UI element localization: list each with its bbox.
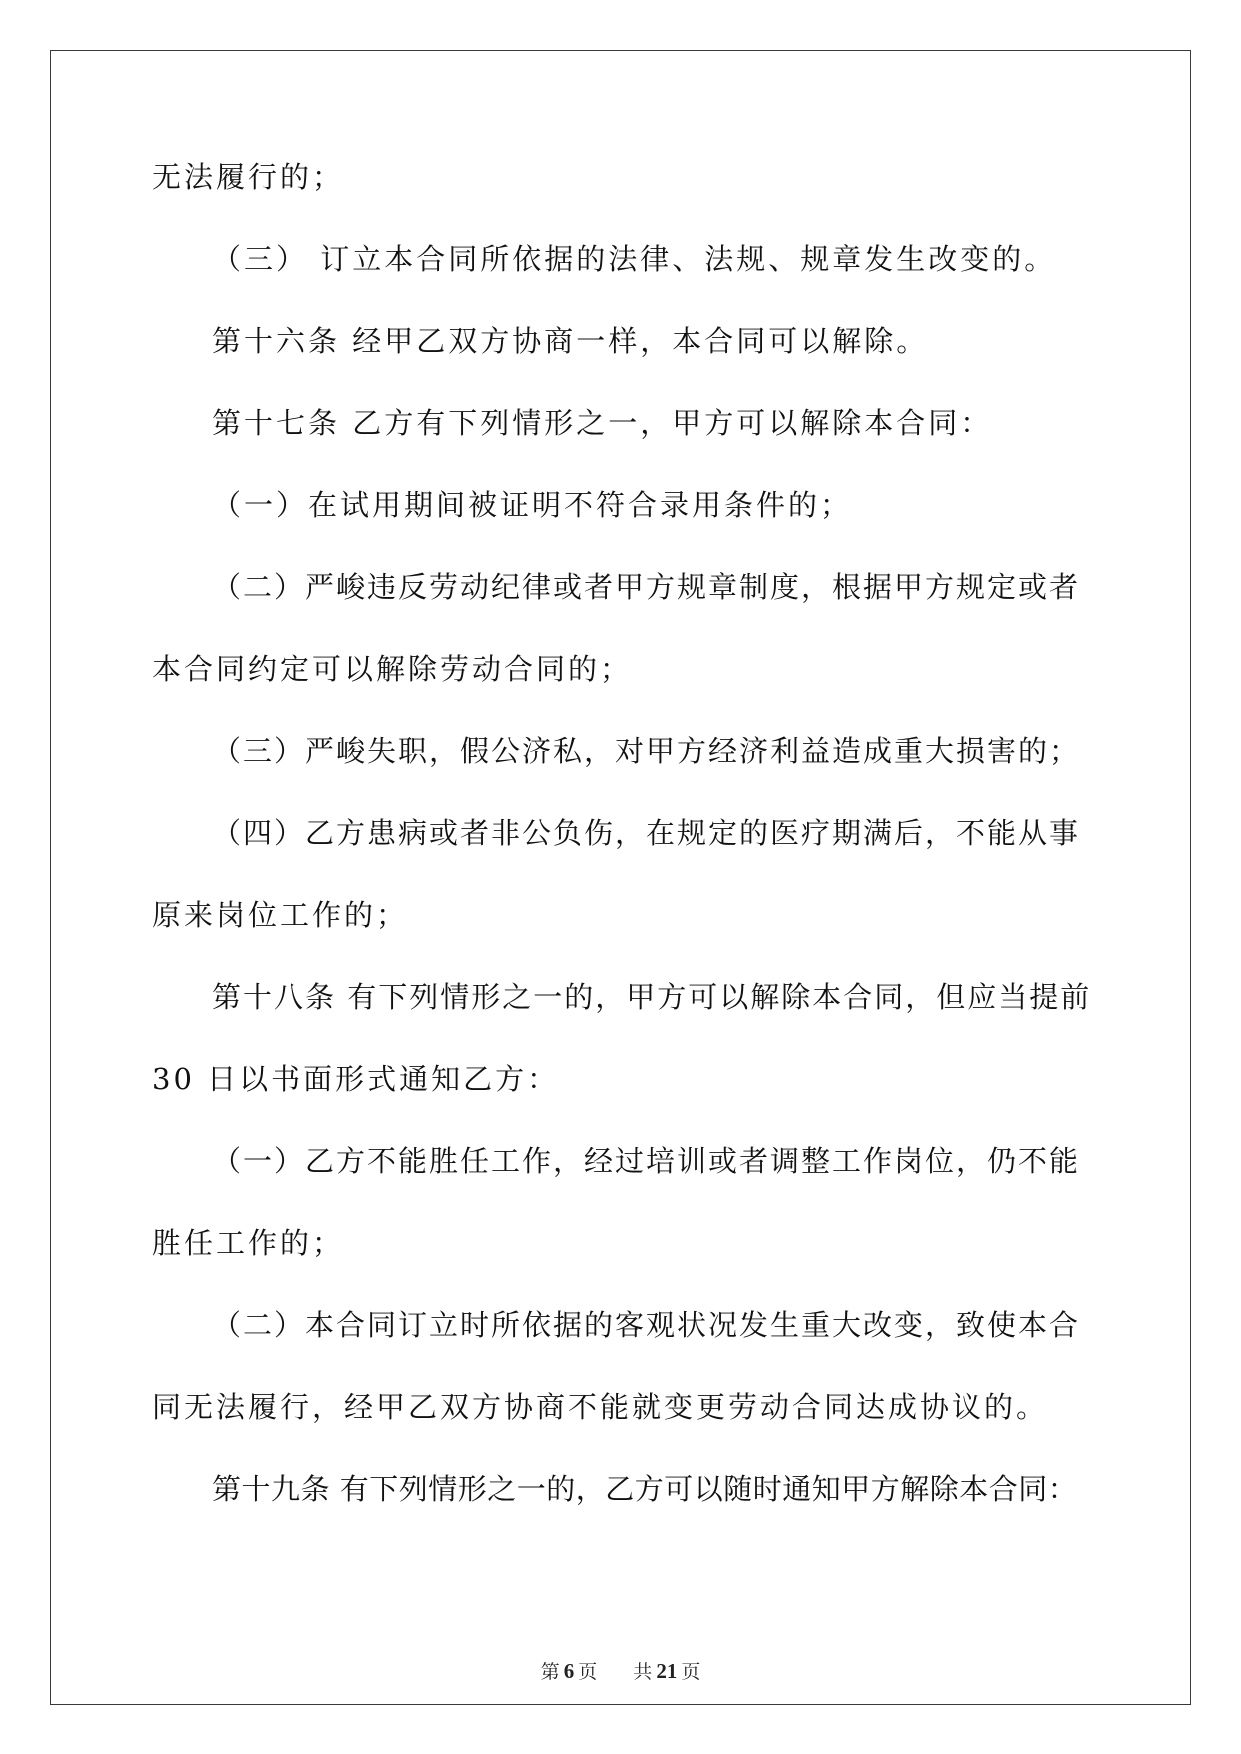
total-pages: 21 <box>656 1659 678 1683</box>
text-line: 第十八条 有下列情形之一的，甲方可以解除本合同，但应当提前 <box>212 980 1092 1014</box>
text-line: （一）在试用期间被证明不符合录用条件的； <box>212 488 853 522</box>
page-footer <box>0 1657 1241 1684</box>
text-line: （一）乙方不能胜任工作，经过培训或者调整工作岗位，仍不能 <box>212 1144 1081 1178</box>
page-suffix: 页 <box>578 1661 598 1683</box>
total-prefix: 共 <box>633 1661 653 1683</box>
text-line: 第十七条 乙方有下列情形之一，甲方可以解除本合同： <box>212 406 993 440</box>
text-line: 同无法履行，经甲乙双方协商不能就变更劳动合同达成协议的。 <box>152 1390 1049 1424</box>
text-line: （二）严峻违反劳动纪律或者甲方规章制度，根据甲方规定或者 <box>212 570 1081 604</box>
text-line: 原来岗位工作的； <box>152 898 409 932</box>
text-line: （三） 订立本合同所依据的法律、法规、规章发生改变的。 <box>212 242 1057 276</box>
text-line: 无法履行的； <box>152 160 345 194</box>
text-line: 胜任工作的； <box>152 1226 345 1260</box>
text-line: 本合同约定可以解除劳动合同的； <box>152 652 633 686</box>
text-line: 30 日以书面形式通知乙方： <box>152 1062 560 1096</box>
total-suffix: 页 <box>681 1661 701 1683</box>
text-line: （四）乙方患病或者非公负伤，在规定的医疗期满后，不能从事 <box>212 816 1081 850</box>
text-line: （二）本合同订立时所依据的客观状况发生重大改变，致使本合 <box>212 1308 1081 1342</box>
page-number: 6 <box>563 1659 575 1683</box>
page-prefix: 第 <box>540 1661 560 1683</box>
text-line: 第十六条 经甲乙双方协商一样，本合同可以解除。 <box>212 324 929 358</box>
text-line: （三）严峻失职，假公济私，对甲方经济利益造成重大损害的； <box>212 734 1081 768</box>
text-line: 第十九条 有下列情形之一的，乙方可以随时通知甲方解除本合同： <box>212 1472 1078 1506</box>
page-border <box>50 50 1191 1705</box>
